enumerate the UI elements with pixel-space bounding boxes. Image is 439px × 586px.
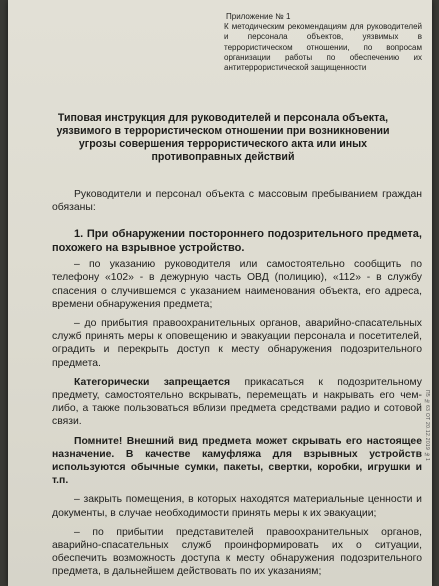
document-page: [8, 0, 432, 586]
paragraph-evacuation: – до прибытия правоохранительных органов, аварийно-спасательных служб принять меры к оповещению и эвакуации персонала и посетителей, оградить и перекрыть доступ к месту обнаружения подозрительного предмета.: [52, 318, 422, 369]
paragraph-inform: – по прибытии представителей правоохранительных органов, аварийно-спасательных служб проинформировать их о ситуации, обеспечить возможность доступа к месту обнаружения подозрительного предмета, в дальнейшем действовать по их указаниям;: [52, 526, 422, 578]
intro-paragraph: Руководители и персонал объекта с массовым пребыванием граждан обязаны:: [52, 189, 422, 214]
prohibition-bold: Категорически запрещается: [74, 376, 231, 388]
document-body: [52, 188, 422, 585]
appendix-note: [224, 12, 422, 73]
paragraph-prohibition: [52, 376, 422, 429]
section-1-heading: 1. При обнаружении постороннего подозрительного предмета, похожего на взрывное устройство.: [52, 228, 422, 254]
paragraph-remember: Помните! Внешний вид предмета может скрывать его настоящее назначение. В качестве камуфляжа для взрывных устройств используются обычные сумки, пакеты, свертки, коробки, игрушки и т.п.: [52, 435, 422, 487]
appendix-text: К методическим рекомендациям для руководителей и персонала объектов, уязвимых в террористическом отношении, по вопросам организации работы по обеспечению их антитеррористической защищенности: [224, 22, 422, 73]
document-title: Типовая инструкция для руководителей и персонала объекта, уязвимого в террористическом отношении при возникновении угрозы совершения террористического акта или иных противоправных действий: [56, 112, 390, 163]
margin-stamp: П5 №63 ОТ 20.12.2019 №1: [424, 390, 430, 462]
paragraph-report: – по указанию руководителя или самостоятельно сообщить по телефону «102» - в дежурную часть ОВД (полицию), «112» - в службу спасения о случившемся с указанием наименования объекта, его адреса, времени обнаружения предмета;: [52, 259, 422, 310]
paragraph-close-rooms: – закрыть помещения, в которых находятся материальные ценности и документы, в случае необходимости принять меры к их эвакуации;: [52, 494, 422, 519]
appendix-number: Приложение № 1: [226, 12, 291, 21]
prohibition-text: прикасаться к подозрительному предмету, самостоятельно вскрывать, перемещать и накрывать его чем-либо, а также пользоваться вблизи предмета средствами радио и сотовой связи.: [52, 376, 422, 428]
